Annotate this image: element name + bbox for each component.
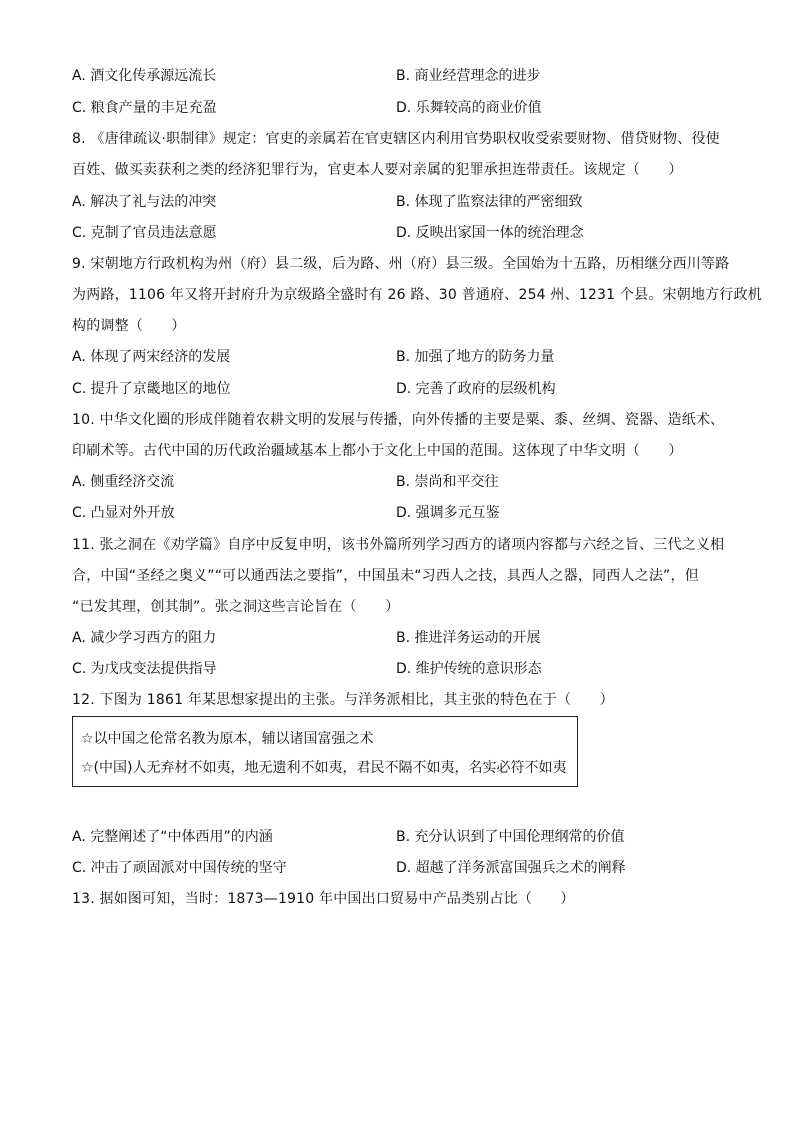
q8-option-b: B. 体现了监察法律的严密细致 [396,194,583,210]
q10-stem-line: 10. 中华文化圈的形成伴随着农耕文明的发展与传播，向外传播的主要是粟、黍、丝绸、瓷器、造纸术、 [72,412,725,428]
q9-stem-line: 9. 宋朝地方行政机构为州（府）县二级，后为路、州（府）县三级。全国始为十五路，历相继分西川等路 [72,256,730,272]
q12-option-b: B. 充分认识到了中国伦理纲常的价值 [396,829,625,845]
q10-option-c: C. 凸显对外开放 [72,505,175,521]
q8-option-a: A. 解决了礼与法的冲突 [72,194,217,210]
q11-stem-line: “已发其理，创其制”。张之洞这些言论旨在（ ） [72,599,400,615]
q9-stem-line: 为两路，1106 年又将开封府升为京级路全盛时有 26 路、30 普通府、254 州、1231 个县。宋朝地方行政机 [72,287,762,303]
q10-stem-line: 印刷术等。古代中国的历代政治疆域基本上都小于文化上中国的范围。这体现了中华文明（ ） [72,443,683,459]
q9-stem-line: 构的调整（ ） [72,318,186,334]
q11-option-a: A. 减少学习西方的阻力 [72,630,217,646]
q10-option-b: B. 崇尚和平交往 [396,474,499,490]
q8-option-c: C. 克制了官员违法意愿 [72,225,217,241]
q10-option-a: A. 侧重经济交流 [72,474,175,490]
q8-stem-line: 百姓、做买卖获利之类的经济犯罪行为，官吏本人要对亲属的犯罪承担连带责任。该规定（ ） [72,162,683,178]
q12-quote-box [72,716,578,787]
q11-stem-line: 合，中国“圣经之奥义”“可以通西法之要指”，中国虽未“习西人之技，具西人之器，同西人之法”，但 [72,568,699,584]
q8-stem-line: 8. 《唐律疏议·职制律》规定：官吏的亲属若在官吏辖区内利用官势职权收受索要财物、借贷财物、役使 [72,131,720,147]
q12-option-c: C. 冲击了顽固派对中国传统的坚守 [72,860,287,876]
q7-option-a: A. 酒文化传承源远流长 [72,68,217,84]
q7-option-d: D. 乐舞较高的商业价值 [396,100,542,116]
q13-stem: 13. 据如图可知，当时：1873—1910 年中国出口贸易中产品类别占比（ ） [72,891,575,907]
q11-option-b: B. 推进洋务运动的开展 [396,630,541,646]
q12-box-line: ☆以中国之伦常名教为原本，辅以诸国富强之术 [81,731,374,747]
q12-box-line: ☆(中国)人无弃材不如夷，地无遗利不如夷，君民不隔不如夷，名实必符不如夷 [81,760,567,776]
q7-option-c: C. 粮食产量的丰足充盈 [72,100,217,116]
q11-option-c: C. 为戊戌变法提供指导 [72,661,217,677]
q7-option-b: B. 商业经营理念的进步 [396,68,541,84]
q11-option-d: D. 维护传统的意识形态 [396,661,542,677]
q12-option-a: A. 完整阐述了“中体西用”的内涵 [72,829,273,845]
q12-stem: 12. 下图为 1861 年某思想家提出的主张。与洋务派相比，其主张的特色在于（ ） [72,692,614,708]
q10-option-d: D. 强调多元互鉴 [396,505,500,521]
q11-stem-line: 11. 张之洞在《劝学篇》自序中反复申明，该书外篇所列学习西方的诸项内容都与六经之旨、三代之义相 [72,537,725,553]
q9-option-c: C. 提升了京畿地区的地位 [72,381,231,397]
q9-option-a: A. 体现了两宋经济的发展 [72,349,231,365]
q9-option-d: D. 完善了政府的层级机构 [396,381,556,397]
q8-option-d: D. 反映出家国一体的统治理念 [396,225,584,241]
q9-option-b: B. 加强了地方的防务力量 [396,349,555,365]
q12-option-d: D. 超越了洋务派富国强兵之术的阐释 [396,860,626,876]
